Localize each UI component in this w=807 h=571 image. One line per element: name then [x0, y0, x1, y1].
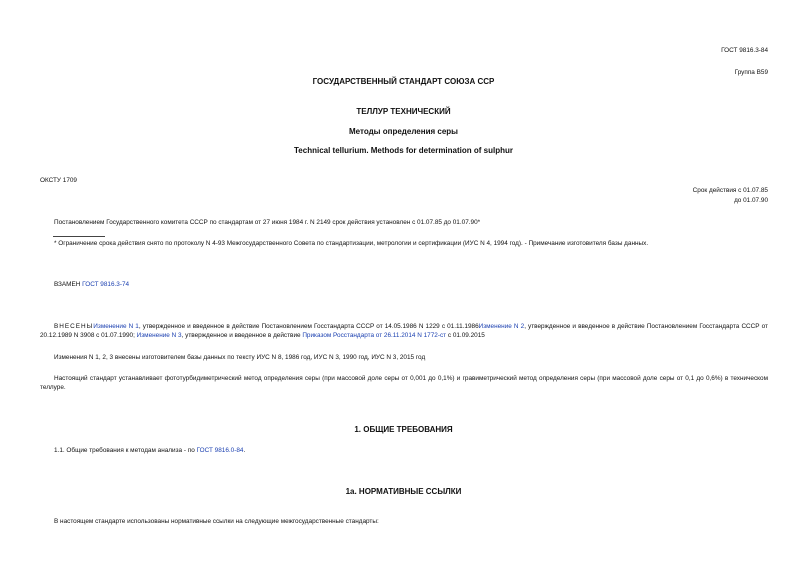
- document-group: Группа В59: [734, 69, 768, 76]
- amendment-2-link[interactable]: Изменение N 2: [478, 323, 525, 330]
- scope-paragraph: Настоящий стандарт устанавливает фототурбидиметрический метод определения серы (при массовой доле серы от 0,001 до 0,1%) и гравиметрический метод определения серы (при массовой доле серы от 0,1 до 0,6%) в техническом теллуре.: [40, 375, 768, 391]
- section-1a-heading: 1а. НОРМАТИВНЫЕ ССЫЛКИ: [345, 487, 462, 496]
- amendments-paragraph: [40, 322, 768, 340]
- replaces-gost-link[interactable]: ГОСТ 9816.3-74: [82, 281, 130, 288]
- footnote-divider: [53, 236, 105, 237]
- okstu-code: ОКСТУ 1709: [40, 177, 77, 184]
- amendment-1-text: , утвержденное и введенное в действие Постановлением Госстандарта СССР от 14.05.1986 N 1229 с 01.11.1986: [138, 323, 479, 330]
- amendment-2-text: , утвержденное и введенное в действие Постановлением Госстандарта СССР от 20.12.1989 N 3908 с 01.07.1990;: [40, 323, 768, 339]
- validity-start: Срок действия с 01.07.85: [692, 187, 768, 194]
- validity-end: до 01.07.90: [734, 197, 768, 204]
- amendment-3-link[interactable]: Изменение N 3: [136, 332, 182, 339]
- page-title: ТЕЛЛУР ТЕХНИЧЕСКИЙ: [356, 107, 451, 116]
- rosstandart-order-link[interactable]: Приказом Росстандарта от 26.11.2014 N 1772-ст: [302, 332, 447, 339]
- changes-note: Изменения N 1, 2, 3 внесены изготовителем базы данных по тексту ИУС N 8, 1986 год, ИУС N 3, 1990 год, ИУС N 3, 2015 год: [54, 354, 426, 361]
- amendments-label: ВНЕСЕНЫ: [54, 323, 94, 330]
- section-1-text: [54, 446, 245, 455]
- amendment-3-text: , утвержденное и введенное в действие: [181, 332, 303, 339]
- amendment-1-link[interactable]: Изменение N 1: [93, 323, 139, 330]
- subtitle-ru: Методы определения серы: [349, 127, 458, 136]
- section-1-text-suffix: .: [243, 447, 246, 454]
- section-1-text-prefix: 1.1. Общие требования к методам анализа - по: [54, 447, 197, 454]
- replaces-line: [54, 280, 129, 289]
- section-1-heading: 1. ОБЩИЕ ТРЕБОВАНИЯ: [354, 425, 453, 434]
- state-standard-title: ГОСУДАРСТВЕННЫЙ СТАНДАРТ СОЮЗА ССР: [312, 77, 495, 86]
- document-code: ГОСТ 9816.3-84: [721, 47, 768, 54]
- footnote-text: * Ограничение срока действия снято по протоколу N 4-93 Межгосударственного Совета по стандартизации, метрологии и сертификации (ИУС N 4, 1994 год). - Примечание изготовителя базы данных.: [54, 240, 649, 247]
- section-1a-text: В настоящем стандарте использованы нормативные ссылки на следующие межгосударственные стандарты:: [54, 518, 379, 525]
- resolution-text: Постановлением Государственного комитета СССР по стандартам от 27 июня 1984 г. N 2149 срок действия установлен с 01.07.85 до 01.07.90*: [54, 219, 481, 226]
- gost-9816-0-link[interactable]: ГОСТ 9816.0-84: [196, 447, 244, 454]
- amendment-3-date: с 01.09.2015: [446, 332, 485, 339]
- subtitle-en: Technical tellurium. Methods for determination of sulphur: [294, 146, 513, 155]
- replaces-label: ВЗАМЕН: [54, 281, 83, 288]
